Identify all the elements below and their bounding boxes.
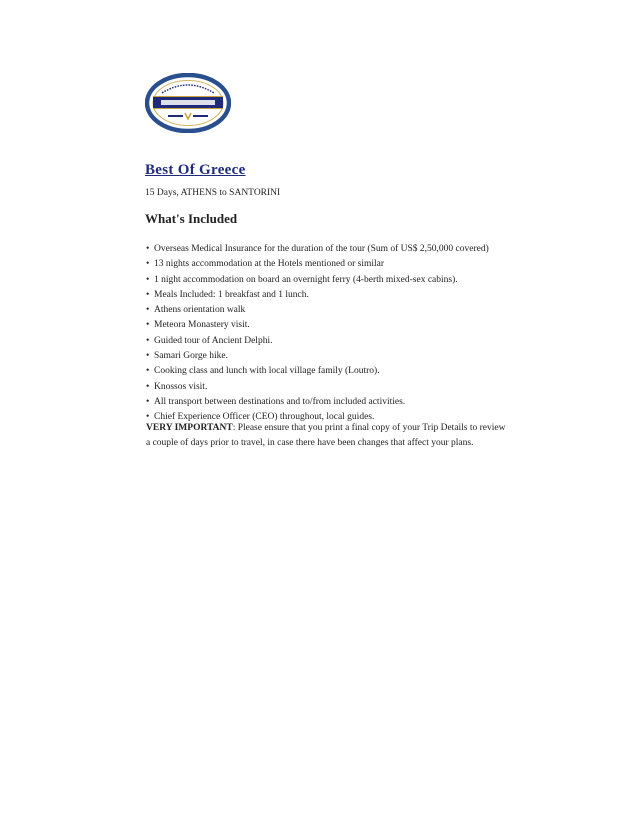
bullet-icon: • bbox=[146, 274, 150, 285]
list-item-text: All transport between destinations and to/from included activities. bbox=[154, 396, 406, 407]
list-item-text: Meals Included: 1 breakfast and 1 lunch. bbox=[154, 289, 309, 300]
list-item bbox=[146, 349, 489, 364]
list-item-text: Samari Gorge hike. bbox=[154, 351, 228, 362]
list-item-text: Guided tour of Ancient Delphi. bbox=[154, 335, 273, 346]
list-item-text: Meteora Monastery visit. bbox=[154, 320, 250, 331]
list-item bbox=[146, 273, 489, 288]
bullet-icon: • bbox=[146, 259, 150, 270]
list-item-text: Knossos visit. bbox=[154, 381, 208, 392]
list-item-text: Cooking class and lunch with local village family (Loutro). bbox=[154, 366, 380, 377]
list-item bbox=[146, 334, 489, 349]
bullet-icon: • bbox=[146, 366, 150, 377]
whats-included-heading: What's Included bbox=[145, 211, 238, 226]
inclusions-list bbox=[146, 242, 489, 426]
bullet-icon: • bbox=[146, 244, 150, 254]
list-item bbox=[146, 242, 489, 257]
tour-title: Best Of Greece bbox=[145, 162, 246, 178]
cox-and-kings-seal-icon bbox=[145, 73, 231, 133]
bullet-icon: • bbox=[146, 320, 150, 331]
bullet-icon: • bbox=[146, 305, 150, 316]
important-text: : Please ensure that you print a final copy of your Trip Details to review a couple of days prior to travel, in case there have been changes that affect your plans. bbox=[146, 423, 506, 448]
list-item-text: Athens orientation walk bbox=[154, 305, 246, 316]
bullet-icon: • bbox=[146, 289, 150, 300]
important-note bbox=[146, 421, 506, 450]
important-label: VERY IMPORTANT bbox=[146, 423, 233, 433]
list-item-text: Overseas Medical Insurance for the duration of the tour (Sum of US$ 2,50,000 covered) bbox=[154, 244, 489, 254]
bullet-icon: • bbox=[146, 335, 150, 346]
list-item bbox=[146, 257, 489, 272]
bullet-icon: • bbox=[146, 412, 150, 423]
bullet-icon: • bbox=[146, 381, 150, 392]
list-item-text: 1 night accommodation on board an overnight ferry (4-berth mixed-sex cabins). bbox=[154, 274, 458, 285]
bullet-icon: • bbox=[146, 396, 150, 407]
cox-and-kings-logo bbox=[145, 73, 231, 133]
list-item bbox=[146, 288, 489, 303]
list-item bbox=[146, 395, 489, 410]
tour-subtitle: 15 Days, ATHENS to SANTORINI bbox=[145, 188, 281, 198]
list-item-text: Chief Experience Officer (CEO) throughout, local guides. bbox=[154, 412, 375, 423]
list-item bbox=[146, 380, 489, 395]
list-item-text: 13 nights accommodation at the Hotels mentioned or similar bbox=[154, 259, 385, 270]
list-item bbox=[146, 318, 489, 333]
list-item bbox=[146, 303, 489, 318]
bullet-icon: • bbox=[146, 351, 150, 362]
list-item bbox=[146, 364, 489, 379]
